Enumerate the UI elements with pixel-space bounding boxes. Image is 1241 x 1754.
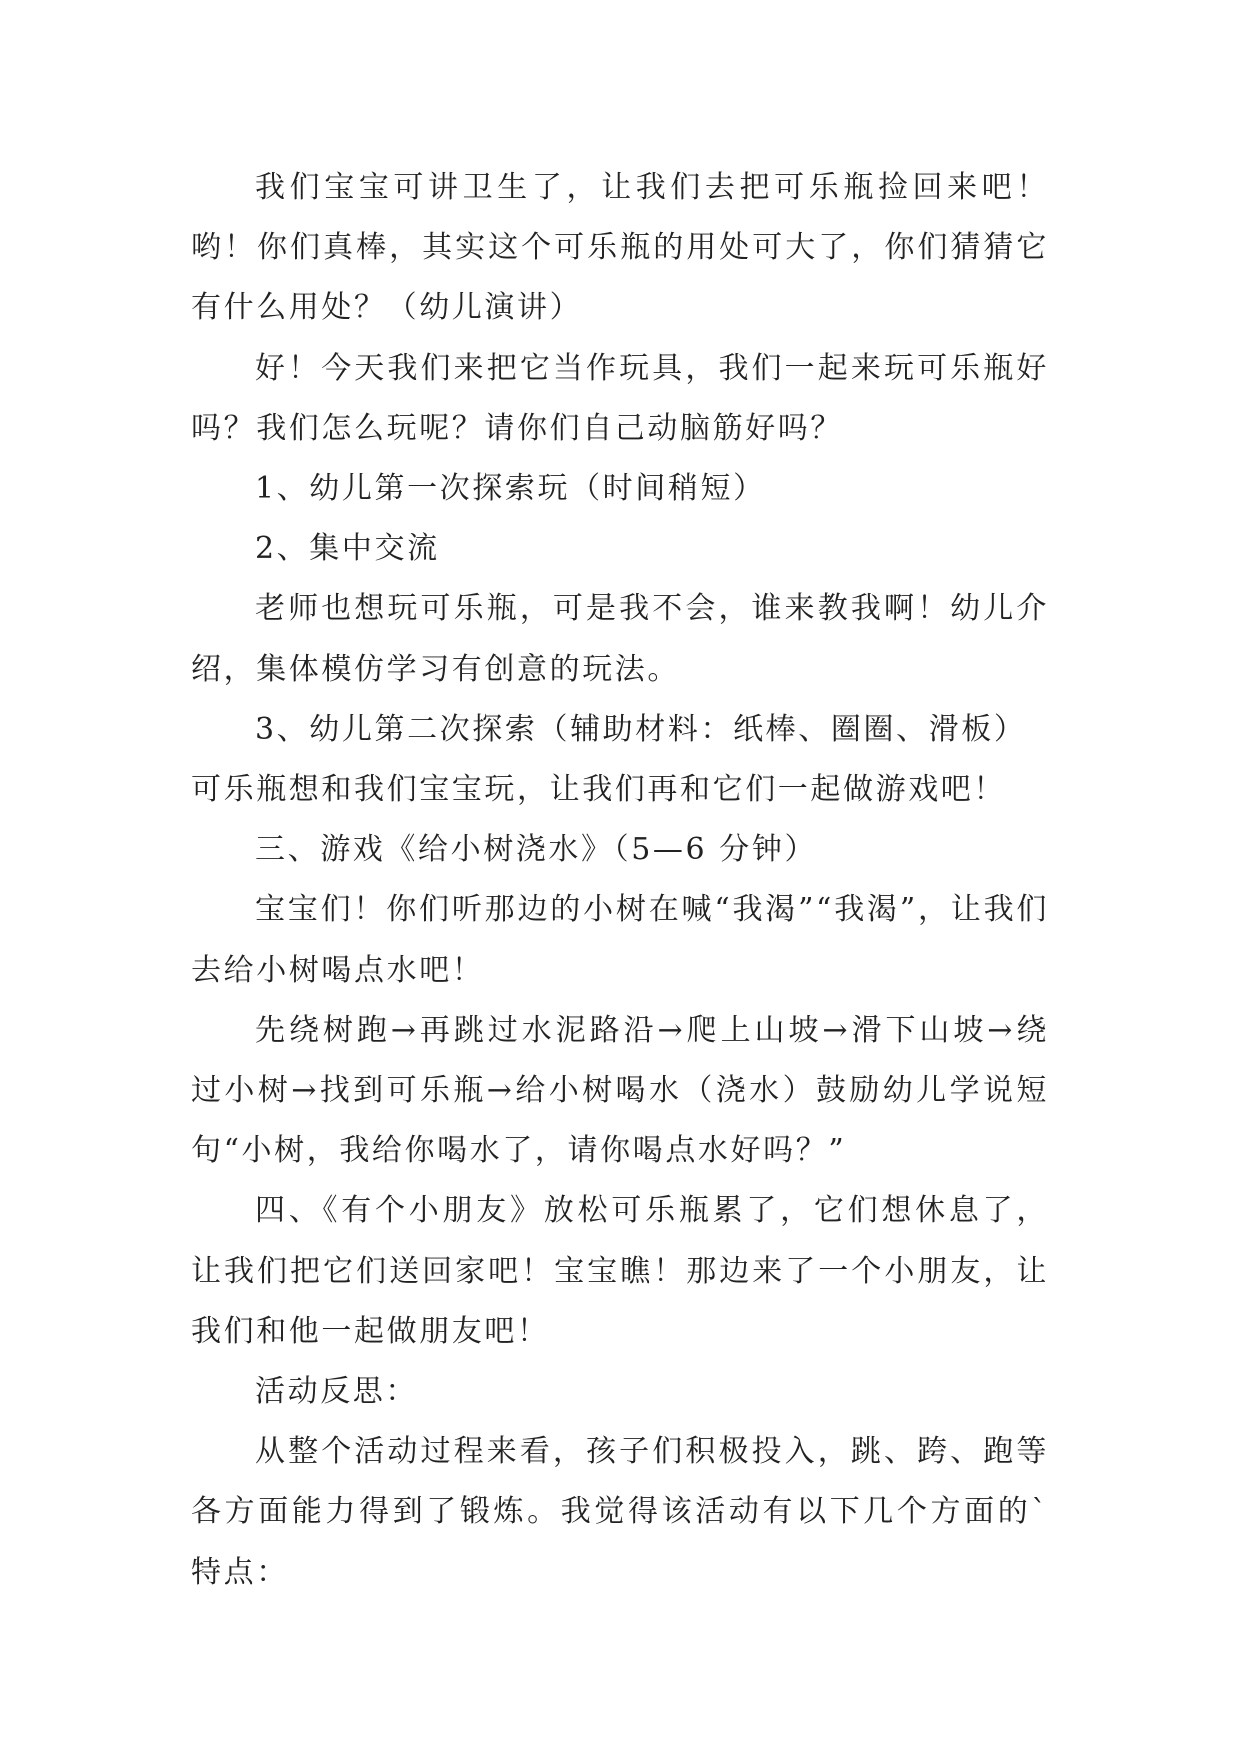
paragraph-10: 先绕树跑→再跳过水泥路沿→爬上山坡→滑下山坡→绕过小树→找到可乐瓶→给小树喝水（浇水）鼓励幼儿学说短句“小树，我给你喝水了，请你喝点水好吗？” <box>191 1012 1049 1169</box>
paragraph-2: 好！今天我们来把它当作玩具，我们一起来玩可乐瓶好吗？我们怎么玩呢？请你们自己动脑筋好吗？ <box>191 350 1049 446</box>
paragraph-5: 老师也想玩可乐瓶，可是我不会，谁来教我啊！幼儿介绍，集体模仿学习有创意的玩法。 <box>191 591 1049 687</box>
paragraph-12: 活动反思： <box>255 1374 418 1410</box>
paragraph-11: 四、《有个小朋友》放松可乐瓶累了，它们想休息了，让我们把它们送回家吧！宝宝瞧！那边来了一个小朋友，让我们和他一起做朋友吧！ <box>191 1193 1049 1349</box>
paragraph-3: 1、幼儿第一次探索玩（时间稍短） <box>255 471 766 507</box>
paragraph-7: 可乐瓶想和我们宝宝玩，让我们再和它们一起做游戏吧！ <box>191 772 1006 808</box>
paragraph-8: 三、游戏《给小树浇水》（5—6 分钟） <box>255 832 818 868</box>
document-body <box>191 158 1049 1603</box>
paragraph-6: 3、幼儿第二次探索（辅助材料：纸棒、圈圈、滑板） <box>255 711 1027 747</box>
paragraph-9: 宝宝们！你们听那边的小树在喊“我渴”“我渴”，让我们去给小树喝点水吧！ <box>191 892 1049 988</box>
paragraph-13: 从整个活动过程来看，孩子们积极投入，跳、跨、跑等各方面能力得到了锻炼。我觉得该活动有以下几个方面的`特点： <box>191 1434 1049 1590</box>
paragraph-4: 2、集中交流 <box>255 531 440 567</box>
paragraph-1: 我们宝宝可讲卫生了，让我们去把可乐瓶捡回来吧！哟！你们真棒，其实这个可乐瓶的用处可大了，你们猜猜它有什么用处？（幼儿演讲） <box>191 170 1049 326</box>
